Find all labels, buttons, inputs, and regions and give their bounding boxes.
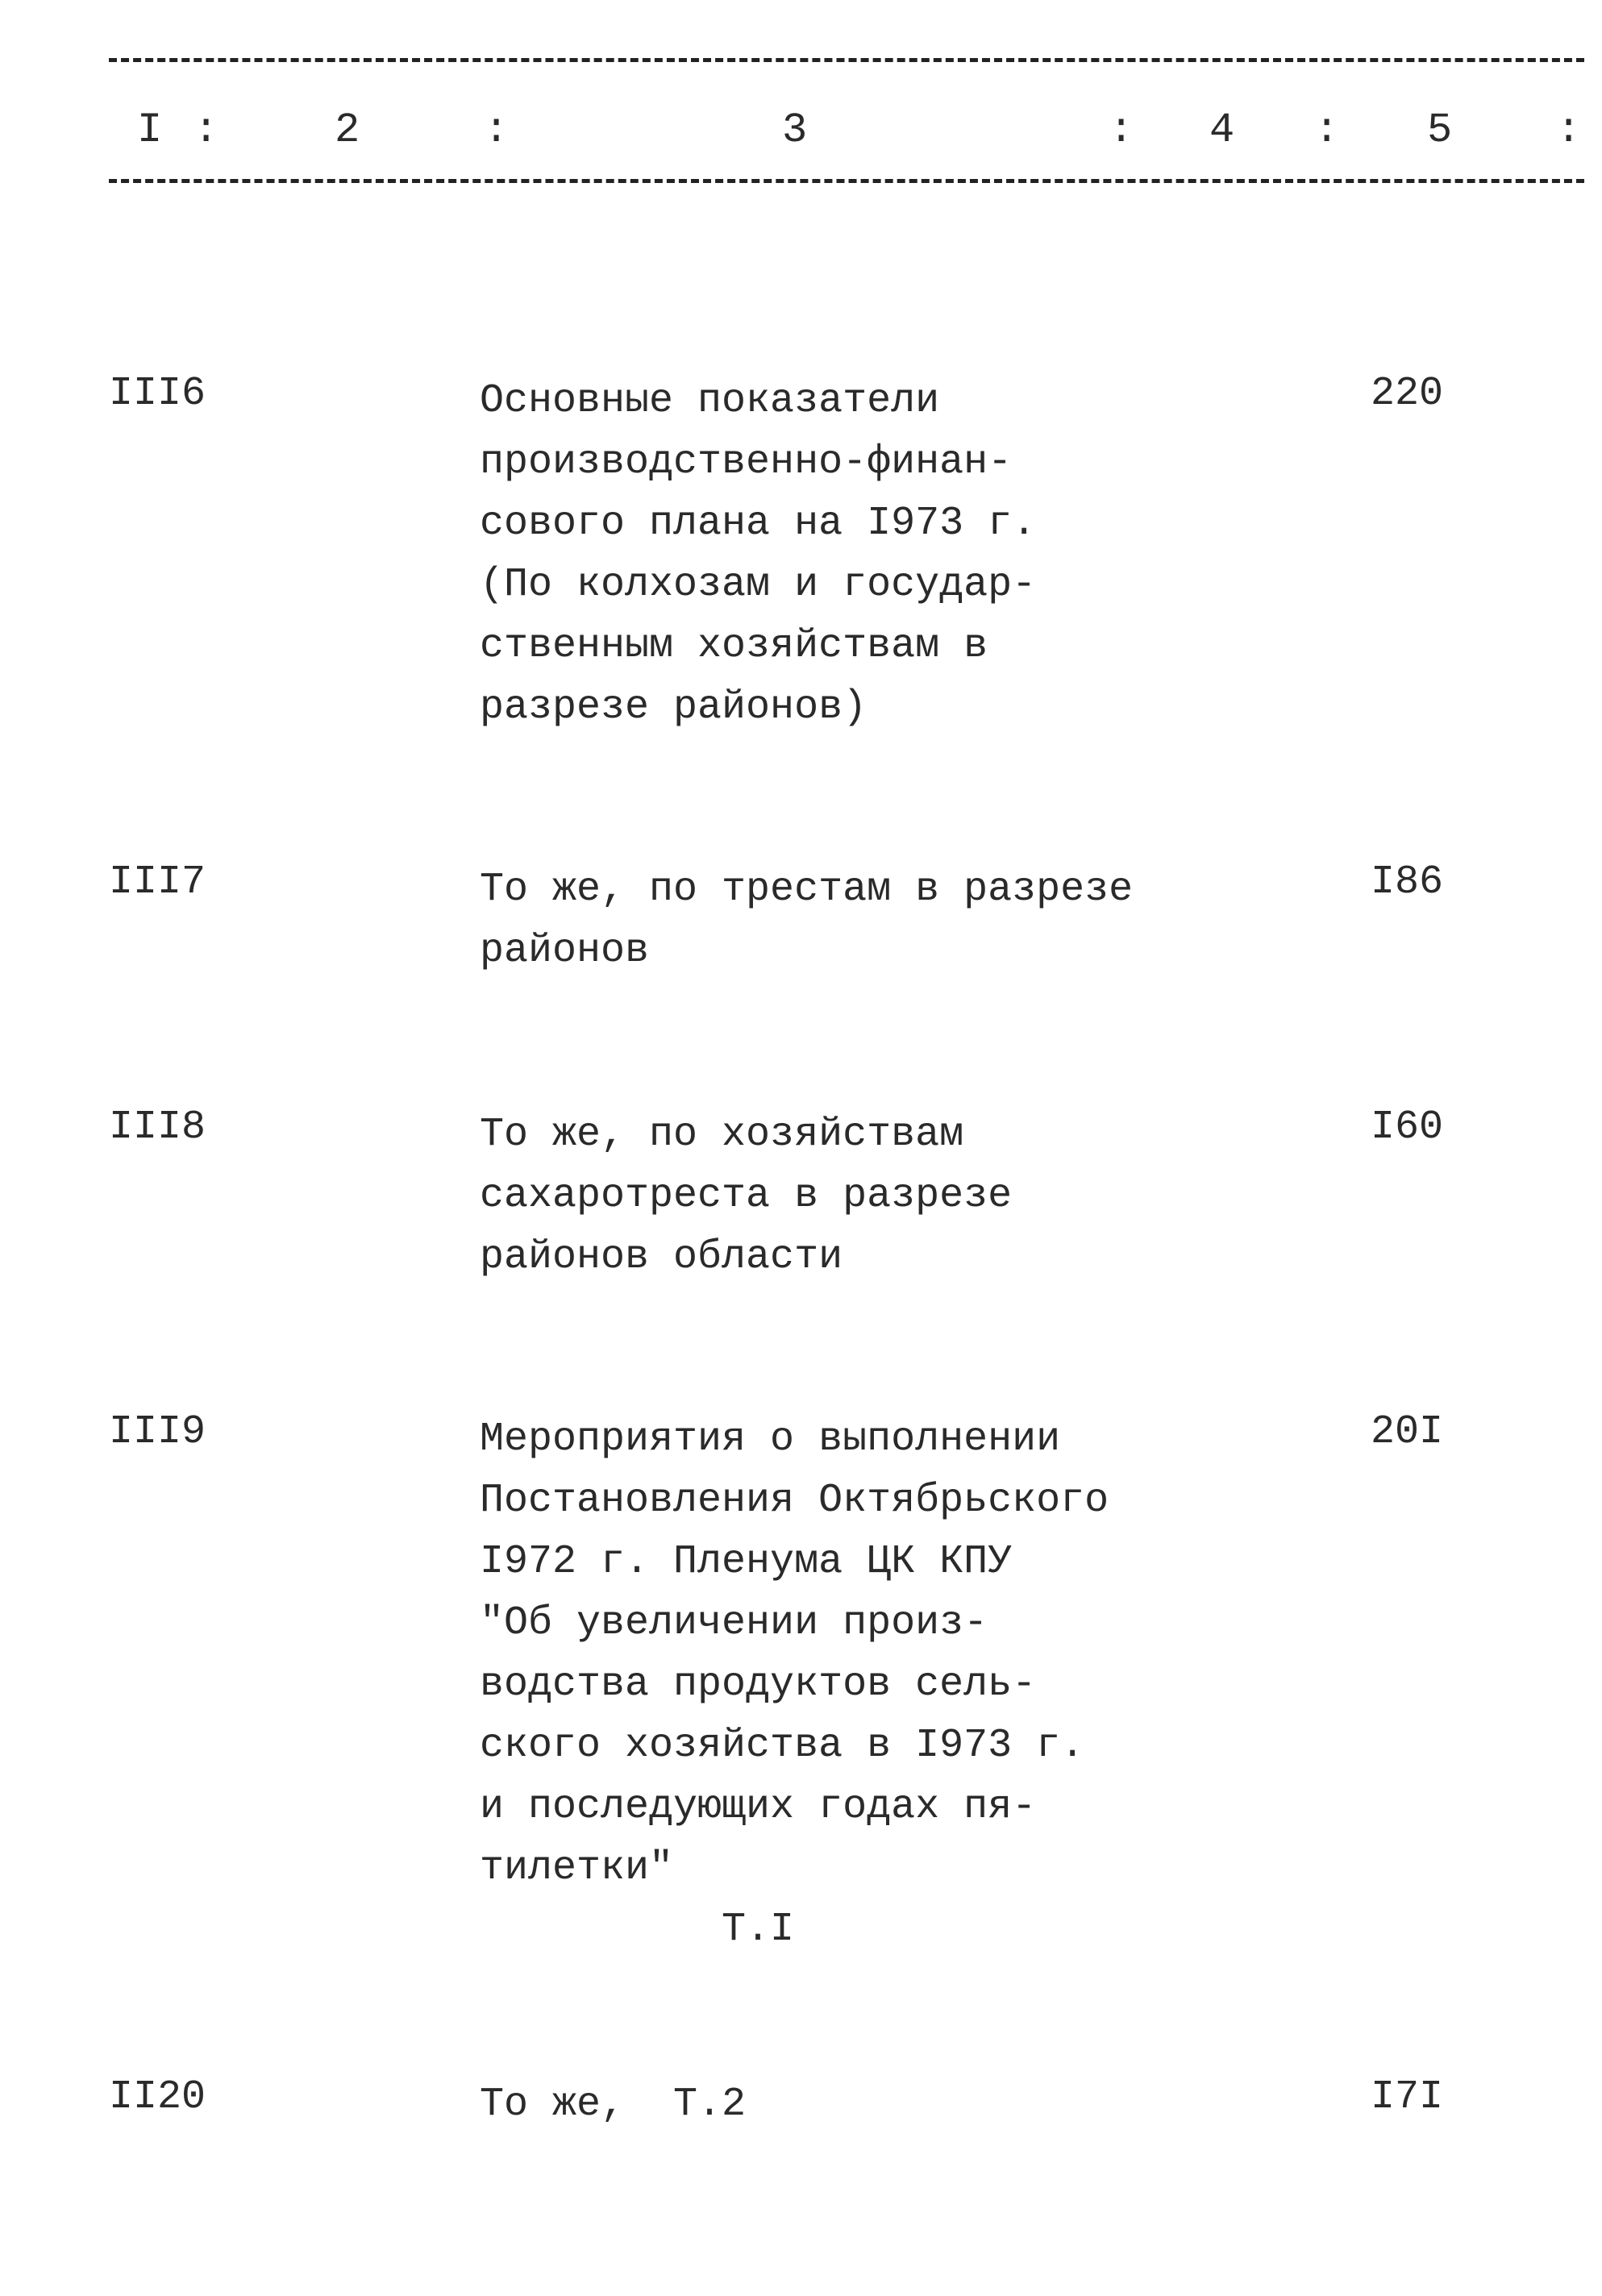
col-header-4: 4 — [1209, 106, 1235, 154]
title-line: То же, по хозяйствам — [480, 1112, 964, 1158]
title-line: Мероприятия о выполнении — [480, 1416, 1061, 1462]
item-title — [480, 859, 1133, 982]
col-separator: : — [1314, 106, 1340, 154]
col-header-3: 3 — [782, 106, 808, 154]
col-header-2: 2 — [335, 106, 360, 154]
col-separator: : — [1556, 106, 1582, 154]
title-line: ского хозяйства в I973 г. — [480, 1723, 1085, 1769]
sheet-count: 220 — [1371, 371, 1444, 417]
volume-label: Т.I — [722, 1907, 795, 1953]
item-number: III8 — [109, 1104, 206, 1150]
sheet-count: I7I — [1371, 2074, 1444, 2120]
title-line: районов области — [480, 1234, 843, 1280]
title-line: разрезе районов) — [480, 684, 868, 730]
title-line: сахаротреста в разрезе — [480, 1173, 1013, 1219]
header-top-rule — [109, 58, 1584, 62]
title-line: "Об увеличении произ- — [480, 1600, 988, 1646]
title-line: производственно-финан- — [480, 439, 1013, 485]
col-header-1: I — [137, 106, 163, 154]
item-number: III9 — [109, 1409, 206, 1455]
sheet-count: I86 — [1371, 859, 1444, 905]
item-title — [480, 1409, 1109, 1961]
item-title — [480, 2074, 746, 2136]
title-line: То же, по трестам в разрезе — [480, 867, 1134, 913]
item-number: II20 — [109, 2074, 206, 2120]
title-line: Постановления Октябрьского — [480, 1478, 1109, 1524]
col-separator: : — [193, 106, 219, 154]
title-line: (По колхозам и государ- — [480, 562, 1037, 608]
item-title — [480, 371, 1036, 738]
title-line: сового плана на I973 г. — [480, 501, 1037, 547]
sheet-count: 20I — [1371, 1409, 1444, 1455]
title-line: I972 г. Пленума ЦК КПУ — [480, 1539, 1013, 1585]
item-number: III7 — [109, 859, 206, 905]
title-line: и последующих годах пя- — [480, 1784, 1037, 1830]
col-separator: : — [484, 106, 510, 154]
item-title — [480, 1104, 1012, 1288]
header-bottom-rule — [109, 179, 1584, 183]
title-line: ственным хозяйствам в — [480, 623, 988, 669]
col-separator: : — [1109, 106, 1134, 154]
col-header-5: 5 — [1427, 106, 1453, 154]
sheet-count: I60 — [1371, 1104, 1444, 1150]
item-number: III6 — [109, 371, 206, 417]
title-line: районов — [480, 928, 650, 974]
title-line: тилетки" — [480, 1845, 674, 1891]
title-line: водства продуктов сель- — [480, 1662, 1037, 1707]
title-line: Основные показатели — [480, 378, 940, 424]
title-line: То же, Т.2 — [480, 2082, 747, 2128]
